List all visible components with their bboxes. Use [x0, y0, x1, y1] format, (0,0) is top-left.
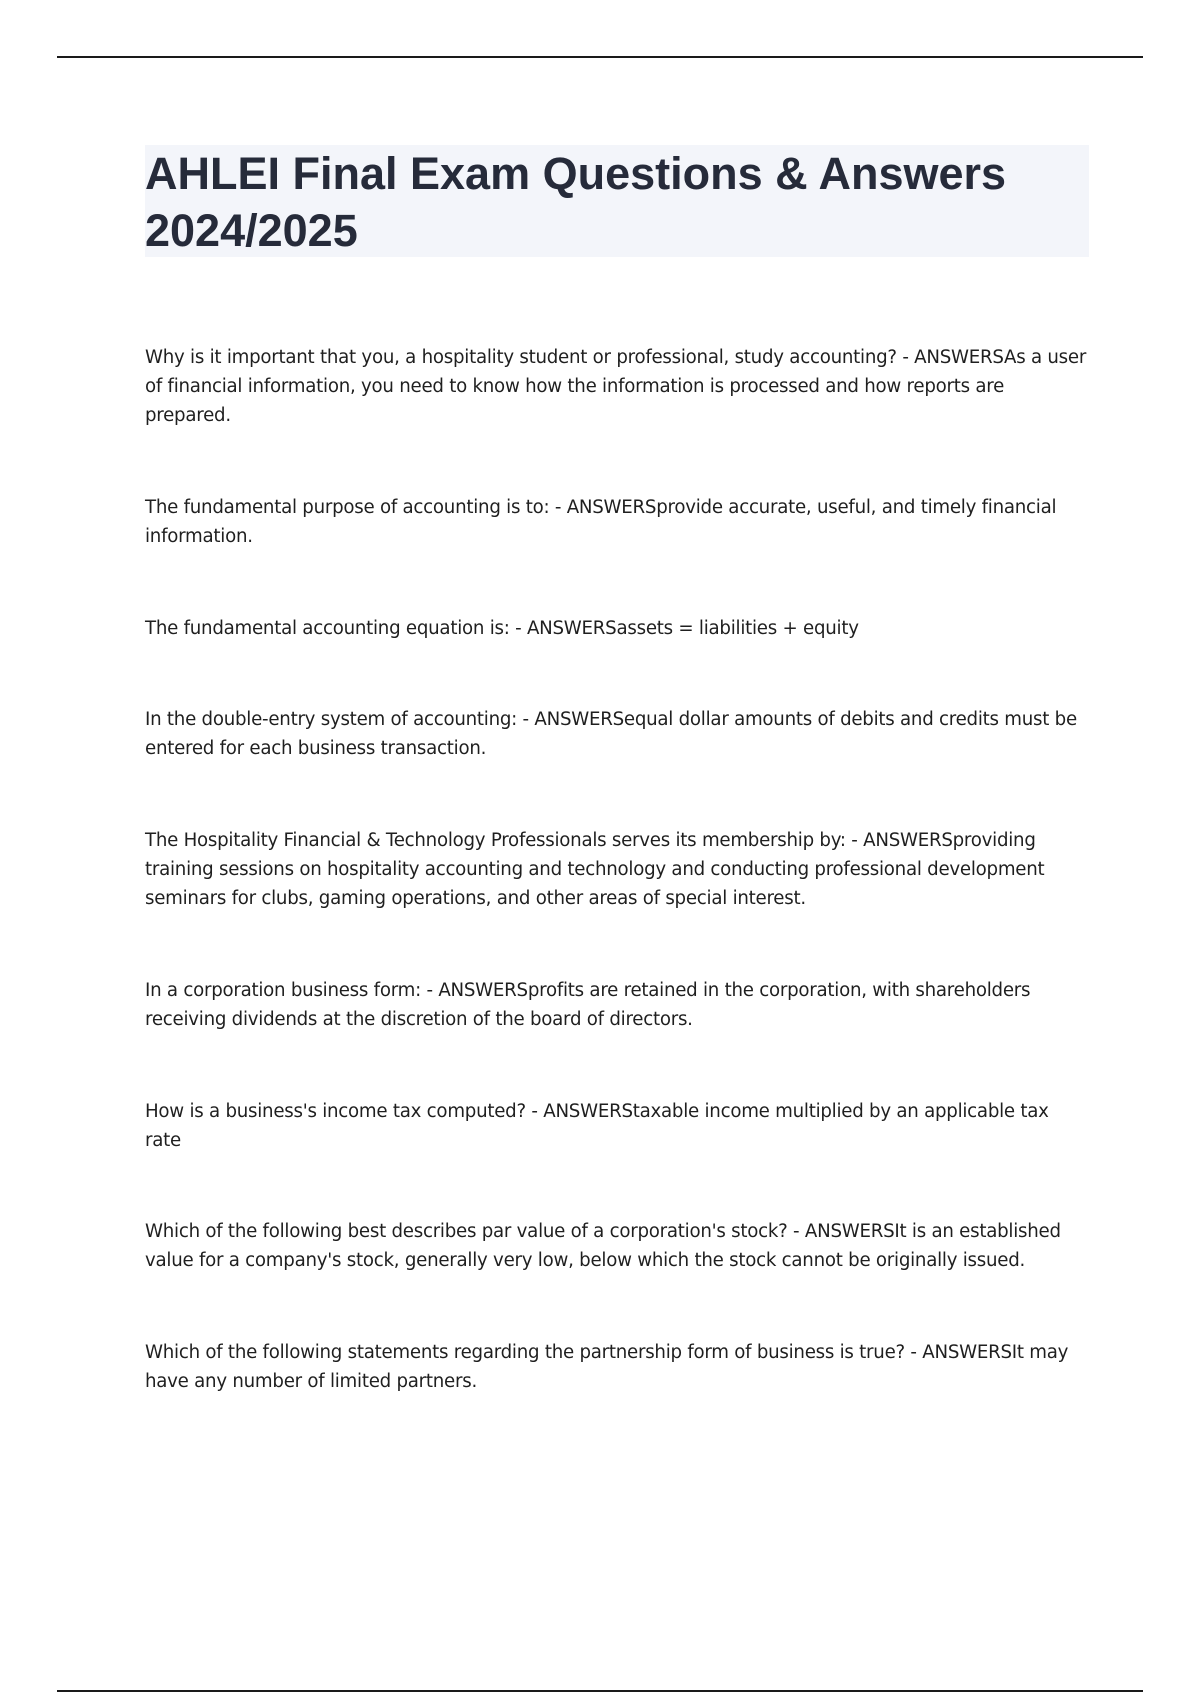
document-title: AHLEI Final Exam Questions & Answers 2024/2025: [145, 148, 1007, 256]
qa-item: Why is it important that you, a hospitality student or professional, study accounting? - ANSWERSAs a user of financial information, you need to know how the information is processed and how reports are prepared.: [145, 347, 1087, 426]
bottom-rule: [57, 1690, 1143, 1692]
qa-item: The fundamental accounting equation is: - ANSWERSassets = liabilities + equity: [145, 618, 859, 639]
top-rule: [57, 56, 1143, 58]
qa-item: In the double-entry system of accounting: - ANSWERSequal dollar amounts of debits and credits must be entered for each business transaction.: [145, 709, 1077, 759]
title-block: [145, 145, 1089, 257]
qa-item: The Hospitality Financial & Technology Professionals serves its membership by: - ANSWERSproviding training sessions on hospitality accounting and technology and conducting professional development seminars for clubs, gaming operations, and other areas of special interest.: [145, 830, 1045, 909]
qa-item: In a corporation business form: - ANSWERSprofits are retained in the corporation, with shareholders receiving dividends at the discretion of the board of directors.: [145, 980, 1031, 1030]
qa-item: Which of the following best describes par value of a corporation's stock? - ANSWERSIt is an established value for a company's stock, generally very low, below which the stock cannot be originally issued.: [145, 1221, 1061, 1271]
qa-item: Which of the following statements regarding the partnership form of business is true? - ANSWERSIt may have any number of limited partners.: [145, 1342, 1069, 1392]
qa-item: How is a business's income tax computed? - ANSWERStaxable income multiplied by an applicable tax rate: [145, 1101, 1049, 1151]
qa-item: The fundamental purpose of accounting is to: - ANSWERSprovide accurate, useful, and timely financial information.: [145, 497, 1057, 547]
